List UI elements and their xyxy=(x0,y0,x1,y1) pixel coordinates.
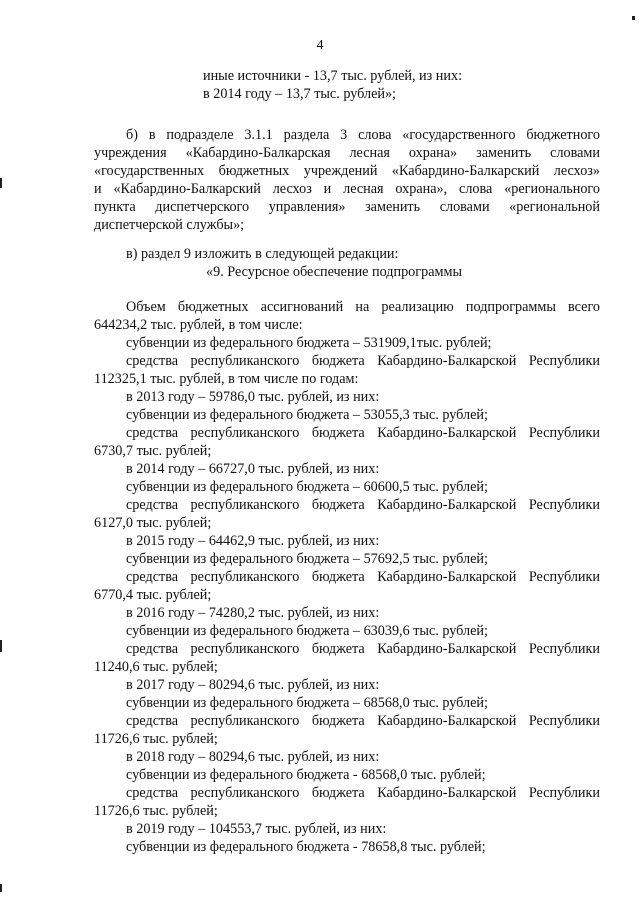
text-line: 6770,4 тыс. рублей; xyxy=(94,587,212,603)
text-line: «государственных бюджетных учреждений «Кабардино-Балкарский лесхоз» xyxy=(94,163,600,179)
text-line: б) в подразделе 3.1.1 раздела 3 слова «государственного бюджетного xyxy=(126,127,600,143)
text-line: в 2014 году – 13,7 тыс. рублей»; xyxy=(203,86,396,102)
text-line: субвенции из федерального бюджета – 57692,5 тыс. рублей; xyxy=(126,551,488,567)
text-line: субвенции из федерального бюджета – 531909,1тыс. рублей; xyxy=(126,335,492,351)
text-line: в) раздел 9 изложить в следующей редакции: xyxy=(126,246,399,262)
text-line: Объем бюджетных ассигнований на реализацию подпрограммы всего xyxy=(126,299,600,315)
text-line: в 2017 году – 80294,6 тыс. рублей, из них: xyxy=(126,677,380,693)
text-line: в 2019 году – 104553,7 тыс. рублей, из них: xyxy=(126,821,387,837)
text-line: средства республиканского бюджета Кабардино-Балкарской Республики xyxy=(126,641,600,657)
scan-mark xyxy=(0,640,2,652)
text-line: 644234,2 тыс. рублей, в том числе: xyxy=(94,317,303,333)
text-line: в 2016 году – 74280,2 тыс. рублей, из них: xyxy=(126,605,380,621)
text-line: 6730,7 тыс. рублей; xyxy=(94,443,212,459)
text-line: диспетчерской службы»; xyxy=(94,217,245,233)
text-line: пункта диспетчерского управления» заменить словами «региональной xyxy=(94,199,600,215)
text-line: средства республиканского бюджета Кабардино-Балкарской Республики xyxy=(126,569,600,585)
section-heading: «9. Ресурсное обеспечение подпрограммы xyxy=(206,264,462,280)
text-line: средства республиканского бюджета Кабардино-Балкарской Республики xyxy=(126,497,600,513)
text-line: в 2018 году – 80294,6 тыс. рублей, из них: xyxy=(126,749,380,765)
text-line: иные источники - 13,7 тыс. рублей, из них: xyxy=(203,68,463,84)
scan-mark xyxy=(0,884,2,892)
text-line: субвенции из федерального бюджета – 63039,6 тыс. рублей; xyxy=(126,623,488,639)
scan-mark xyxy=(632,16,635,20)
text-line: 11240,6 тыс. рублей; xyxy=(94,659,218,675)
text-line: субвенции из федерального бюджета - 78658,8 тыс. рублей; xyxy=(126,839,486,855)
text-line: в 2015 году – 64462,9 тыс. рублей, из них: xyxy=(126,533,380,549)
text-line: средства республиканского бюджета Кабардино-Балкарской Республики xyxy=(126,425,600,441)
scan-mark xyxy=(0,178,2,188)
text-line: 11726,6 тыс. рублей; xyxy=(94,803,218,819)
text-line: и «Кабардино-Балкарский лесхоз и лесная охрана», слова «регионального xyxy=(94,181,600,197)
text-line: субвенции из федерального бюджета – 60600,5 тыс. рублей; xyxy=(126,479,488,495)
text-line: 112325,1 тыс. рублей, в том числе по годам: xyxy=(94,371,359,387)
text-line: субвенции из федерального бюджета – 68568,0 тыс. рублей; xyxy=(126,695,488,711)
text-line: средства республиканского бюджета Кабардино-Балкарской Республики xyxy=(126,713,600,729)
text-line: субвенции из федерального бюджета – 53055,3 тыс. рублей; xyxy=(126,407,488,423)
text-line: 11726,6 тыс. рублей; xyxy=(94,731,218,747)
text-line: в 2013 году – 59786,0 тыс. рублей, из них: xyxy=(126,389,380,405)
text-line: средства республиканского бюджета Кабардино-Балкарской Республики xyxy=(126,353,600,369)
text-line: учреждения «Кабардино-Балкарская лесная охрана» заменить словами xyxy=(94,145,600,161)
text-line: субвенции из федерального бюджета - 68568,0 тыс. рублей; xyxy=(126,767,486,783)
text-line: средства республиканского бюджета Кабардино-Балкарской Республики xyxy=(126,785,600,801)
text-line: 6127,0 тыс. рублей; xyxy=(94,515,212,531)
page-number: 4 xyxy=(316,38,324,53)
text-line: в 2014 году – 66727,0 тыс. рублей, из них: xyxy=(126,461,380,477)
